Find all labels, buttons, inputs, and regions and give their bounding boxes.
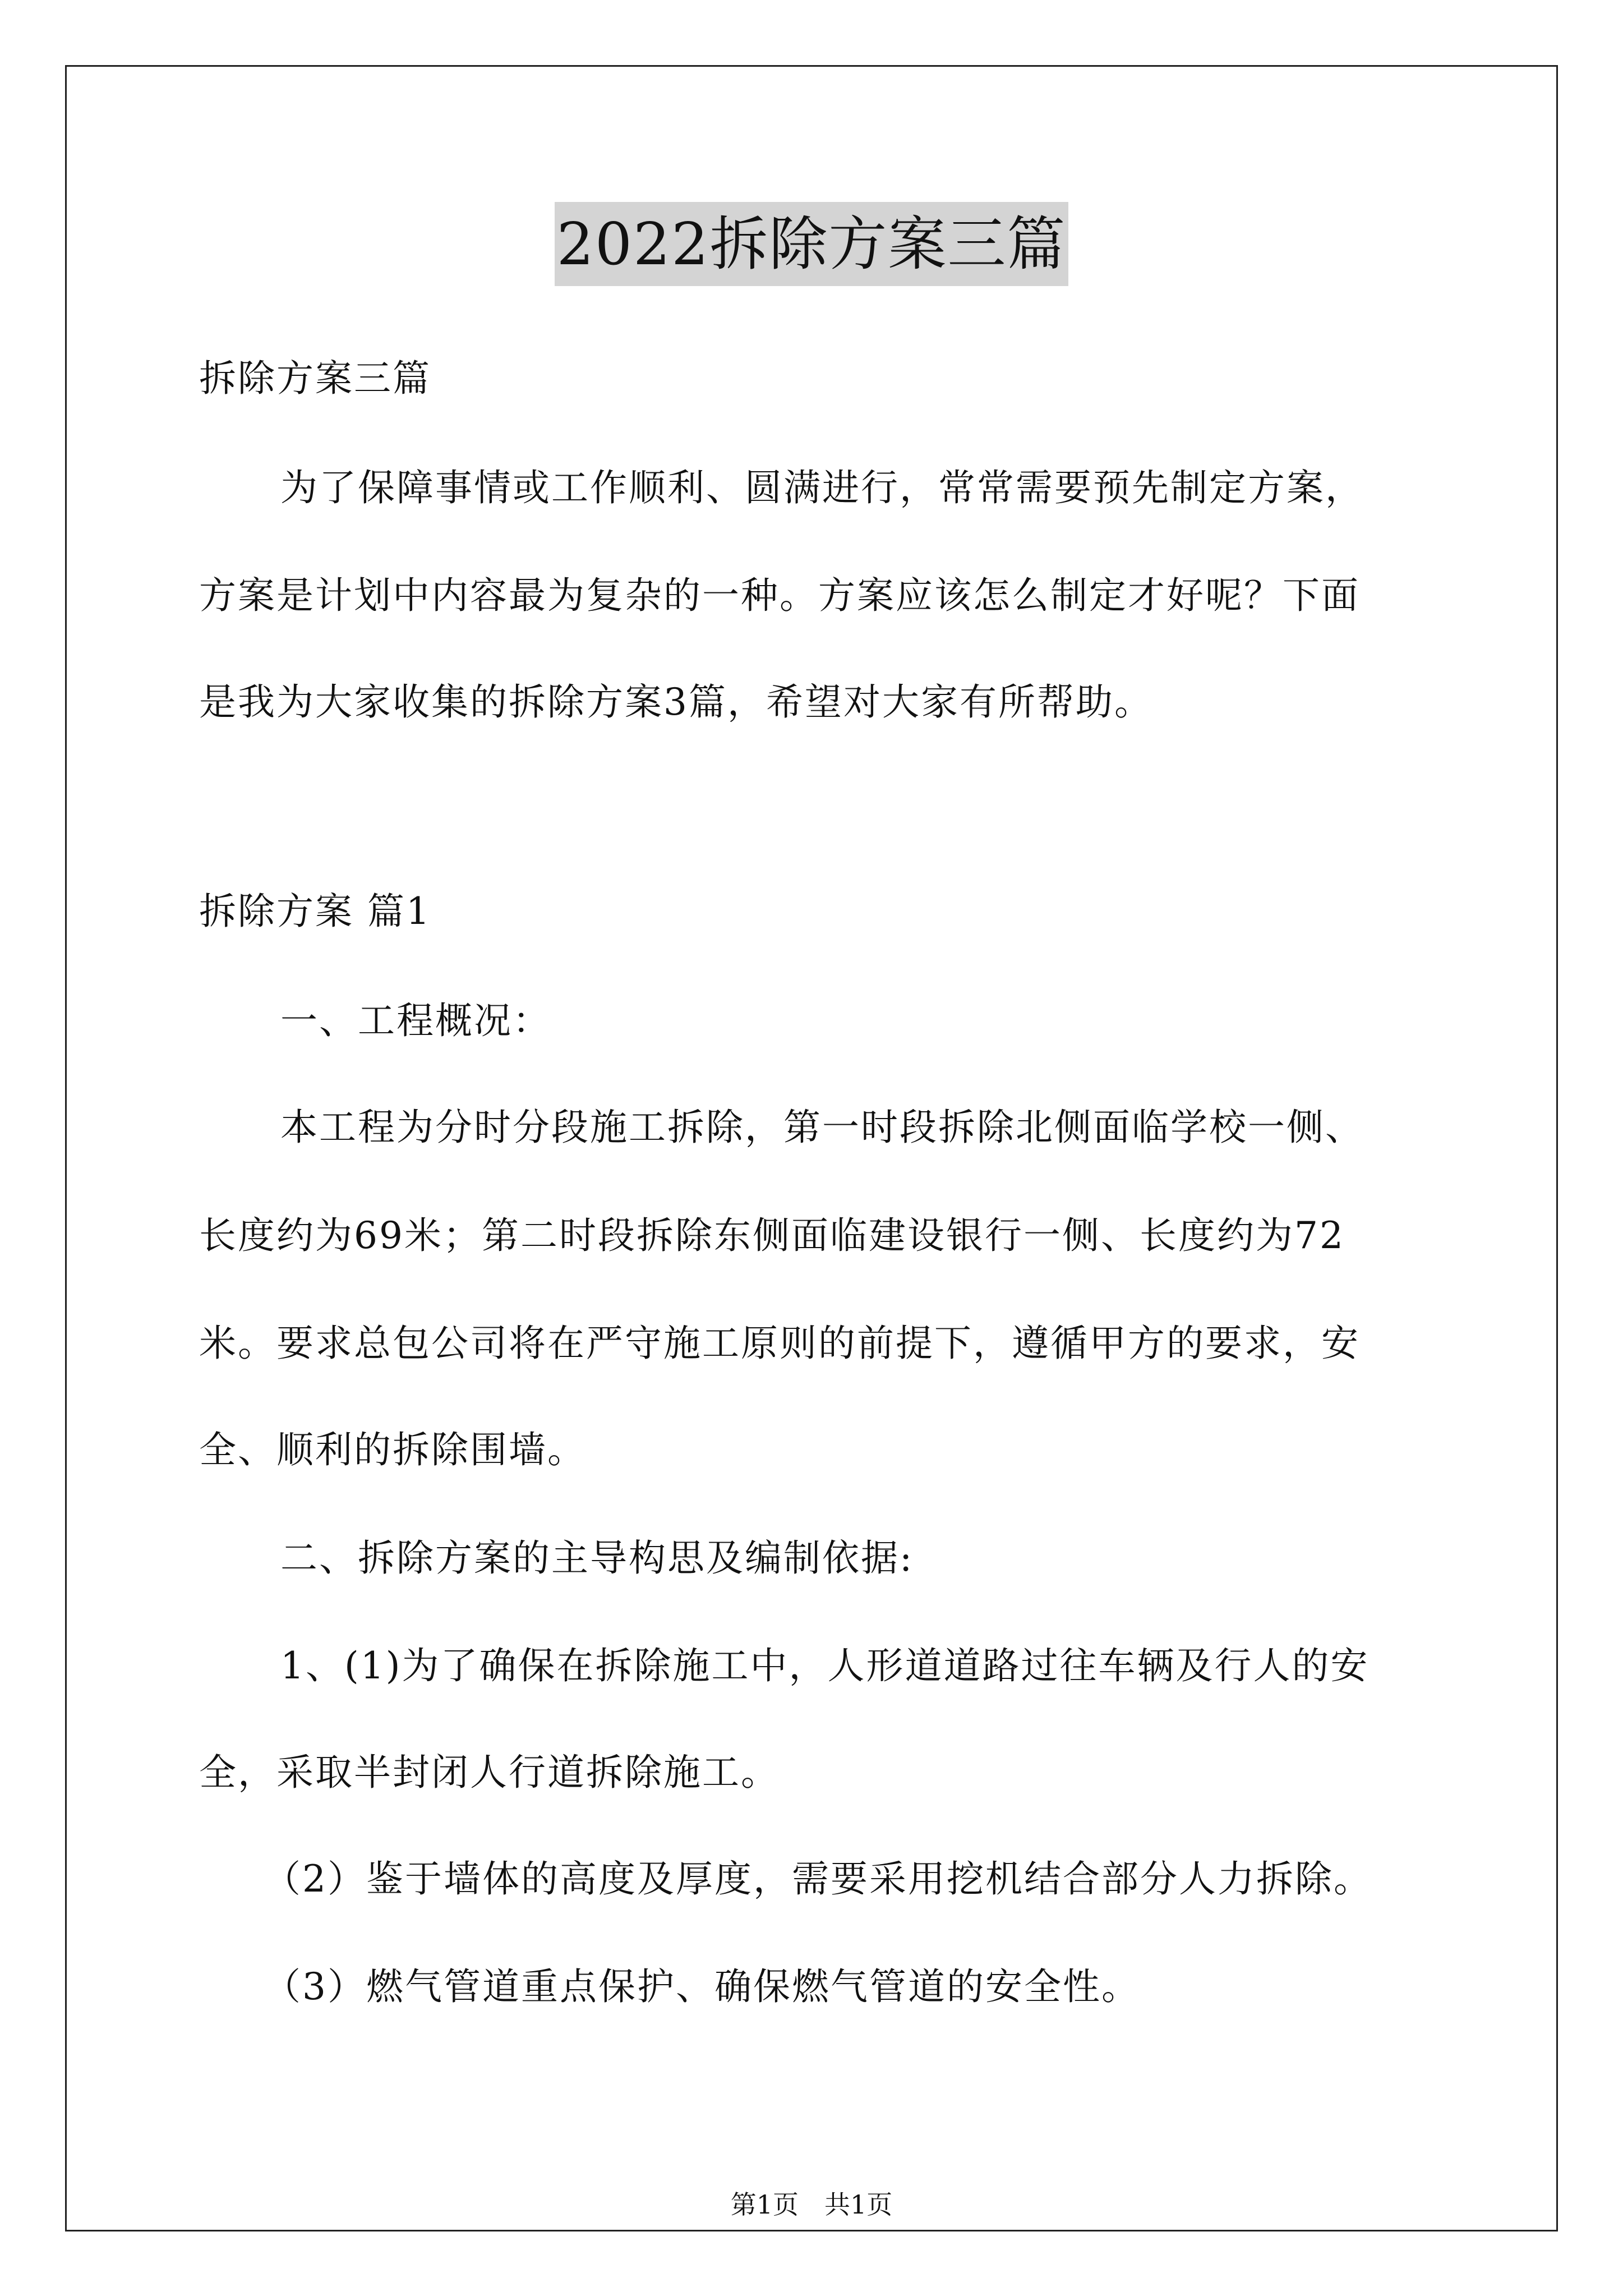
- paragraph-line: 长度约为69米；第二时段拆除东侧面临建设银行一侧、长度约为72: [199, 1214, 1345, 1257]
- document-title: 2022拆除方案三篇: [555, 202, 1069, 286]
- paragraph-line: 全、顺利的拆除围墙。: [199, 1428, 586, 1471]
- title-container: [0, 202, 1623, 286]
- paragraph-line: （2）鉴于墙体的高度及厚度，需要采用挖机结合部分人力拆除。: [264, 1857, 1372, 1901]
- page-footer: 第1页 共1页: [730, 2189, 893, 2220]
- paragraph-line: 1、(1)为了确保在拆除施工中，人形道道路过往车辆及行人的安: [280, 1644, 1370, 1687]
- paragraph-line: 方案是计划中内容最为复杂的一种。方案应该怎么制定才好呢？下面: [199, 574, 1360, 617]
- subtitle-line: 拆除方案三篇: [199, 357, 431, 400]
- paragraph-line: 为了保障事情或工作顺利、圆满进行，常常需要预先制定方案，: [280, 466, 1364, 509]
- subheading-line: 二、拆除方案的主导构思及编制依据:: [280, 1536, 914, 1580]
- paragraph-line: 全，采取半封闭人行道拆除施工。: [199, 1751, 780, 1794]
- paragraph-line: 米。要求总包公司将在严守施工原则的前提下，遵循甲方的要求，安: [199, 1322, 1360, 1365]
- paragraph-line: 是我为大家收集的拆除方案3篇，希望对大家有所帮助。: [199, 680, 1153, 724]
- subheading-line: 一、工程概况：: [280, 999, 551, 1042]
- paragraph-line: 本工程为分时分段施工拆除，第一时段拆除北侧面临学校一侧、: [280, 1106, 1364, 1149]
- section-heading: 拆除方案 篇1: [199, 890, 431, 933]
- paragraph-line: （3）燃气管道重点保护、确保燃气管道的安全性。: [264, 1965, 1140, 2008]
